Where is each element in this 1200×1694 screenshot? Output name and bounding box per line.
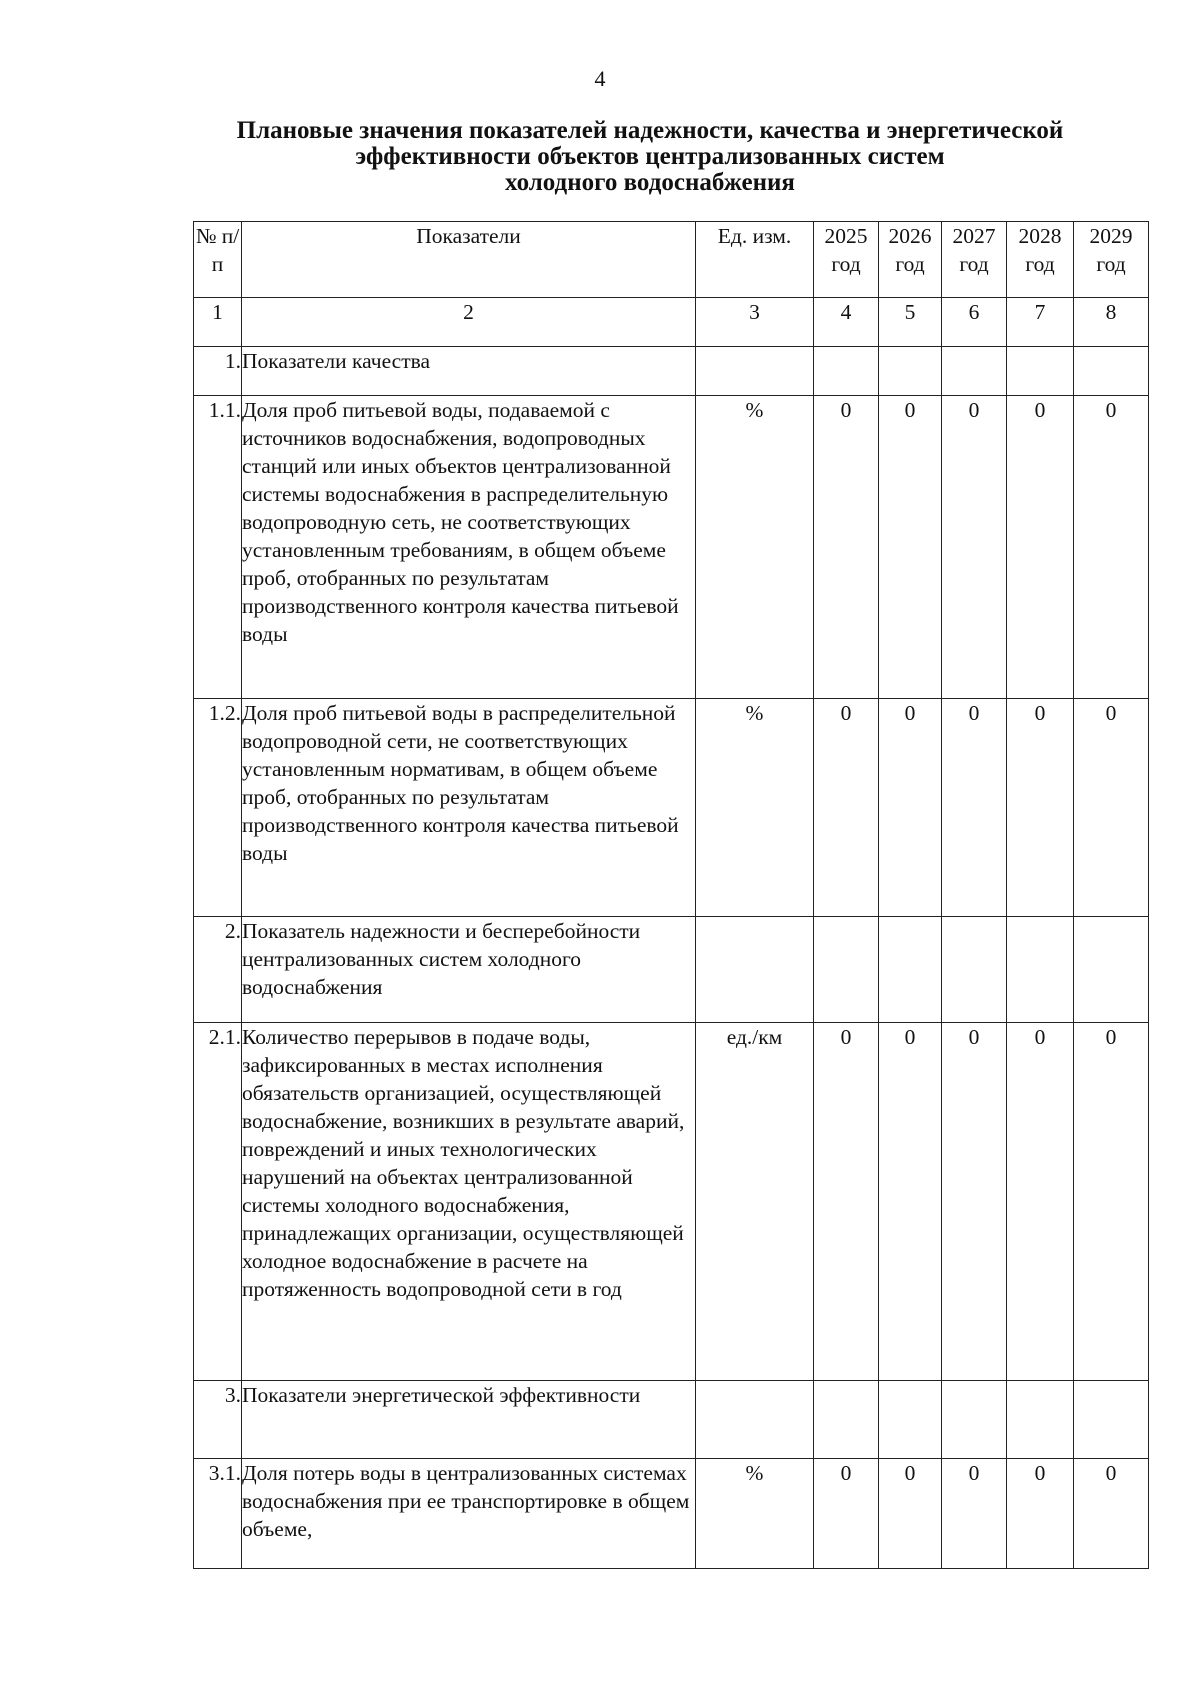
unit-cell: % bbox=[696, 1459, 814, 1569]
value-2027 bbox=[942, 917, 1007, 1023]
indicator-text: Показатели энергетической эффективности bbox=[242, 1381, 696, 1459]
unit-cell bbox=[696, 347, 814, 396]
value-2029 bbox=[1074, 1381, 1149, 1459]
table-row-section-1 bbox=[194, 347, 1149, 396]
value-2027: 0 bbox=[942, 1459, 1007, 1569]
value-2028: 0 bbox=[1007, 1459, 1074, 1569]
column-number: 8 bbox=[1074, 298, 1149, 347]
column-number: 6 bbox=[942, 298, 1007, 347]
indicators-table bbox=[193, 221, 1149, 1569]
table-row-2-1 bbox=[194, 1023, 1149, 1381]
header-year-2029 bbox=[1074, 222, 1149, 298]
title-line-2: эффективности объектов централизованных систем bbox=[355, 143, 945, 170]
value-2025 bbox=[814, 917, 879, 1023]
value-2026: 0 bbox=[879, 699, 942, 917]
value-2027 bbox=[942, 1381, 1007, 1459]
header-year-value: 2025 bbox=[824, 224, 868, 248]
header-year-2026 bbox=[879, 222, 942, 298]
value-2029: 0 bbox=[1074, 699, 1149, 917]
header-year-suffix: год bbox=[895, 252, 925, 276]
table-row-1-2 bbox=[194, 699, 1149, 917]
row-number: 2.1. bbox=[194, 1023, 242, 1381]
unit-cell bbox=[696, 917, 814, 1023]
indicator-text: Доля проб питьевой воды, подаваемой с источников водоснабжения, водопроводных станций или иных объектов централизованной системы водоснабжения в распределительную водопроводную сеть, не соответствующих установленным требованиям, в общем объеме проб, отобранных по результатам производственного контроля качества питьевой воды bbox=[242, 396, 696, 699]
title-line-1: Плановые значения показателей надежности, качества и энергетической bbox=[236, 117, 1064, 144]
indicator-text: Количество перерывов в подаче воды, зафиксированных в местах исполнения обязательств организацией, осуществляющей водоснабжение, возникших в результате аварий, повреждений и иных технологических нарушений на объектах централизованной системы холодного водоснабжения, принадлежащих организации, осуществляющей холодное водоснабжение в расчете на протяженность водопроводной сети в год bbox=[242, 1023, 696, 1381]
value-2029 bbox=[1074, 917, 1149, 1023]
unit-cell bbox=[696, 1381, 814, 1459]
value-2029: 0 bbox=[1074, 396, 1149, 699]
value-2026: 0 bbox=[879, 1023, 942, 1381]
header-year-suffix: год bbox=[1025, 252, 1055, 276]
value-2027 bbox=[942, 347, 1007, 396]
unit-cell: ед./км bbox=[696, 1023, 814, 1381]
header-year-value: 2028 bbox=[1018, 224, 1062, 248]
row-number: 1.1. bbox=[194, 396, 242, 699]
header-year-value: 2027 bbox=[952, 224, 996, 248]
unit-cell: % bbox=[696, 396, 814, 699]
header-num: № п/п bbox=[194, 222, 242, 298]
value-2028: 0 bbox=[1007, 396, 1074, 699]
value-2025: 0 bbox=[814, 1459, 879, 1569]
value-2028: 0 bbox=[1007, 1023, 1074, 1381]
header-year-suffix: год bbox=[959, 252, 989, 276]
value-2029: 0 bbox=[1074, 1459, 1149, 1569]
value-2029: 0 bbox=[1074, 1023, 1149, 1381]
indicator-text: Доля проб питьевой воды в распределительной водопроводной сети, не соответствующих установленным нормативам, в общем объеме проб, отобранных по результатам производственного контроля качества питьевой воды bbox=[242, 699, 696, 917]
value-2028: 0 bbox=[1007, 699, 1074, 917]
value-2026: 0 bbox=[879, 1459, 942, 1569]
table-row-1-1 bbox=[194, 396, 1149, 699]
indicator-text: Показатели качества bbox=[242, 347, 696, 396]
header-year-suffix: год bbox=[831, 252, 861, 276]
value-2025 bbox=[814, 347, 879, 396]
header-year-suffix: год bbox=[1096, 252, 1126, 276]
column-number-row bbox=[194, 298, 1149, 347]
table-header-row bbox=[194, 222, 1149, 298]
table-row-3-1 bbox=[194, 1459, 1149, 1569]
unit-cell: % bbox=[696, 699, 814, 917]
row-number: 1.2. bbox=[194, 699, 242, 917]
value-2027: 0 bbox=[942, 1023, 1007, 1381]
column-number: 7 bbox=[1007, 298, 1074, 347]
document-title bbox=[150, 118, 1150, 196]
value-2025: 0 bbox=[814, 699, 879, 917]
column-number: 4 bbox=[814, 298, 879, 347]
value-2027: 0 bbox=[942, 699, 1007, 917]
value-2027: 0 bbox=[942, 396, 1007, 699]
title-line-3: холодного водоснабжения bbox=[505, 169, 795, 196]
header-year-value: 2029 bbox=[1089, 224, 1133, 248]
row-number: 1. bbox=[194, 347, 242, 396]
value-2026 bbox=[879, 347, 942, 396]
indicator-text: Доля потерь воды в централизованных системах водоснабжения при ее транспортировке в общем объеме, bbox=[242, 1459, 696, 1569]
value-2029 bbox=[1074, 347, 1149, 396]
header-year-value: 2026 bbox=[888, 224, 932, 248]
header-indicator: Показатели bbox=[242, 222, 696, 298]
column-number: 2 bbox=[242, 298, 696, 347]
column-number: 3 bbox=[696, 298, 814, 347]
value-2025: 0 bbox=[814, 396, 879, 699]
column-number: 5 bbox=[879, 298, 942, 347]
value-2025: 0 bbox=[814, 1023, 879, 1381]
header-year-2025 bbox=[814, 222, 879, 298]
page-number: 4 bbox=[594, 66, 606, 91]
value-2025 bbox=[814, 1381, 879, 1459]
row-number: 3. bbox=[194, 1381, 242, 1459]
table-row-section-2 bbox=[194, 917, 1149, 1023]
row-number: 3.1. bbox=[194, 1459, 242, 1569]
row-number: 2. bbox=[194, 917, 242, 1023]
table-row-section-3 bbox=[194, 1381, 1149, 1459]
header-unit: Ед. изм. bbox=[696, 222, 814, 298]
indicator-text: Показатель надежности и бесперебойности централизованных систем холодного водоснабжения bbox=[242, 917, 696, 1023]
value-2028 bbox=[1007, 917, 1074, 1023]
value-2028 bbox=[1007, 347, 1074, 396]
header-year-2028 bbox=[1007, 222, 1074, 298]
column-number: 1 bbox=[194, 298, 242, 347]
value-2028 bbox=[1007, 1381, 1074, 1459]
header-year-2027 bbox=[942, 222, 1007, 298]
value-2026 bbox=[879, 1381, 942, 1459]
value-2026 bbox=[879, 917, 942, 1023]
value-2026: 0 bbox=[879, 396, 942, 699]
